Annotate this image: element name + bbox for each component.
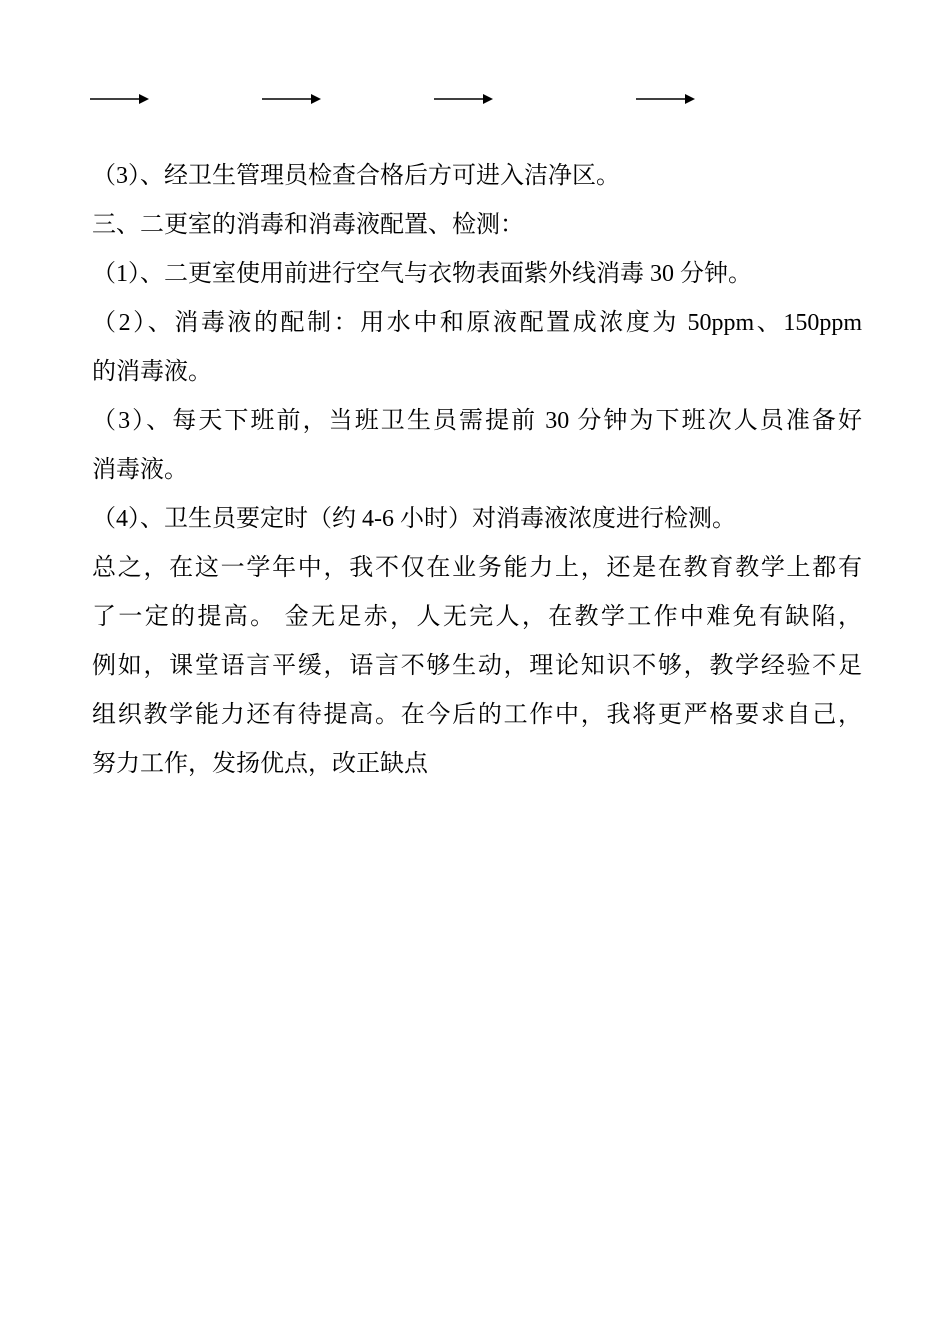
paragraph-line: 组织教学能力还有待提高。在今后的工作中，我将更严格要求自己， <box>92 702 862 728</box>
paragraph-line: 了一定的提高。 金无足赤，人无完人，在教学工作中难免有缺陷， <box>92 604 862 630</box>
document-body <box>92 152 862 789</box>
paragraph-line: 努力工作，发扬优点，改正缺点 <box>92 751 428 777</box>
paragraph-line: （3）、经卫生管理员检查合格后方可进入洁净区。 <box>92 163 620 189</box>
arrow-right-icon <box>636 88 696 110</box>
paragraph-line: 的消毒液。 <box>92 359 212 385</box>
section-heading: 三、二更室的消毒和消毒液配置、检测： <box>92 212 524 238</box>
paragraph-line: 例如，课堂语言平缓，语言不够生动，理论知识不够，教学经验不足 <box>92 653 862 679</box>
paragraph-line: （4）、卫生员要定时（约 4-6 小时）对消毒液浓度进行检测。 <box>92 506 736 532</box>
paragraph-line: 总之，在这一学年中，我不仅在业务能力上，还是在教育教学上都有 <box>92 555 862 581</box>
flow-arrows <box>0 88 950 110</box>
arrow-right-icon <box>262 88 322 110</box>
arrow-right-icon <box>90 88 150 110</box>
paragraph-line: （2）、消毒液的配制：用水中和原液配置成浓度为 50ppm、150ppm <box>92 310 862 336</box>
paragraph-line: （3）、每天下班前，当班卫生员需提前 30 分钟为下班次人员准备好 <box>92 408 862 434</box>
paragraph-line: （1）、二更室使用前进行空气与衣物表面紫外线消毒 30 分钟。 <box>92 261 752 287</box>
arrow-right-icon <box>434 88 494 110</box>
paragraph-line: 消毒液。 <box>92 457 188 483</box>
